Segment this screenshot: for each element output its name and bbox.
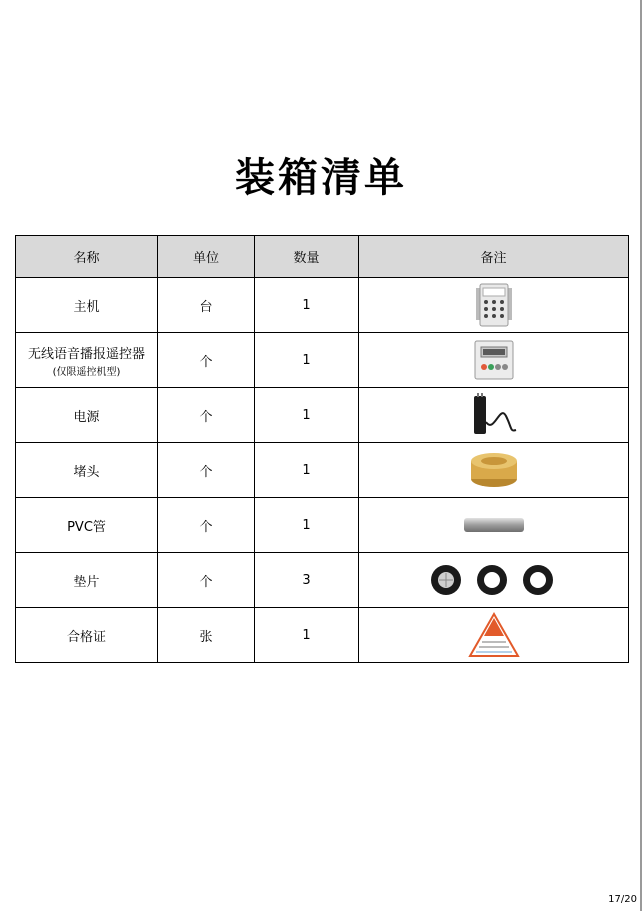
item-unit: 个 — [158, 388, 255, 443]
certificate-image — [468, 612, 520, 658]
item-qty: 1 — [255, 498, 359, 553]
table-header-row — [16, 236, 629, 278]
item-note — [359, 388, 629, 443]
header-qty: 数量 — [255, 236, 359, 278]
page-number: 17/20 — [608, 894, 637, 905]
item-qty: 1 — [255, 333, 359, 388]
remote-control-image — [474, 340, 514, 380]
header-unit: 单位 — [158, 236, 255, 278]
header-note: 备注 — [359, 236, 629, 278]
packing-list-table — [15, 235, 629, 663]
item-note — [359, 553, 629, 608]
item-unit: 个 — [158, 443, 255, 498]
table-row — [16, 553, 629, 608]
item-unit: 个 — [158, 498, 255, 553]
item-qty: 1 — [255, 443, 359, 498]
table-row — [16, 608, 629, 663]
item-qty: 1 — [255, 388, 359, 443]
brass-plug-image — [469, 451, 519, 489]
item-name-note: (仅限遥控机型) — [52, 366, 121, 378]
item-note — [359, 278, 629, 333]
item-name: PVC管 — [16, 498, 158, 553]
item-name: 无线语音播报遥控器 — [27, 346, 145, 362]
item-name: 合格证 — [16, 608, 158, 663]
item-name: 主机 — [16, 278, 158, 333]
item-unit: 个 — [158, 333, 255, 388]
pvc-pipe-image — [463, 515, 525, 535]
table-row — [16, 333, 629, 388]
item-qty: 1 — [255, 608, 359, 663]
item-unit: 台 — [158, 278, 255, 333]
table-row — [16, 388, 629, 443]
item-qty: 3 — [255, 553, 359, 608]
item-name: 电源 — [16, 388, 158, 443]
table-row — [16, 498, 629, 553]
header-name: 名称 — [16, 236, 158, 278]
item-note — [359, 608, 629, 663]
main-unit-image — [475, 282, 513, 328]
item-unit: 张 — [158, 608, 255, 663]
item-qty: 1 — [255, 278, 359, 333]
item-unit: 个 — [158, 553, 255, 608]
power-adapter-image — [470, 392, 518, 438]
item-note — [359, 498, 629, 553]
table-row — [16, 278, 629, 333]
table-row — [16, 443, 629, 498]
item-name: 堵头 — [16, 443, 158, 498]
item-note — [359, 333, 629, 388]
page-title: 装箱清单 — [235, 155, 407, 201]
item-name: 垫片 — [16, 553, 158, 608]
item-name-cell — [16, 333, 158, 388]
item-note — [359, 443, 629, 498]
gasket-image — [429, 563, 559, 597]
